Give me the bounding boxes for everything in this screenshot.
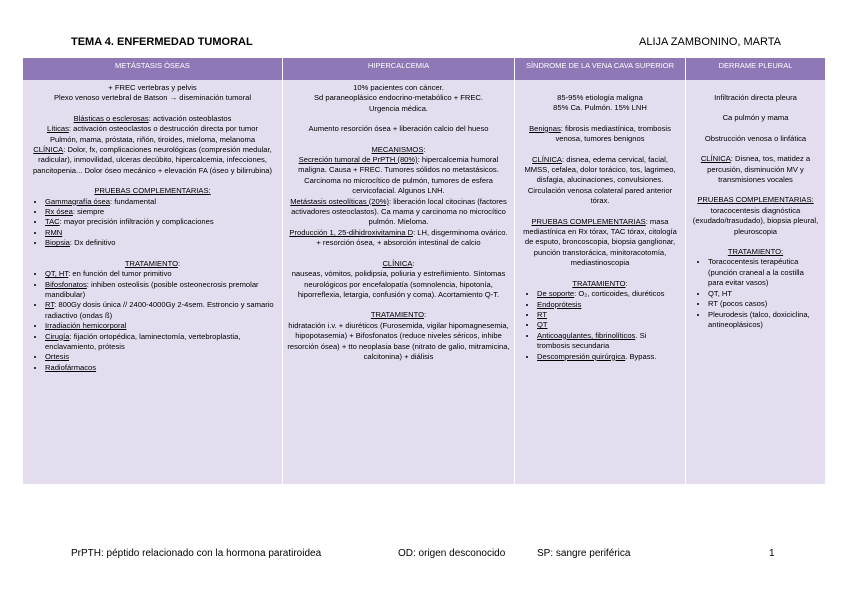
term-label: PRUEBAS COMPLEMENTARIAS (531, 216, 646, 226)
column-hypercalcemia (282, 58, 514, 484)
text-line: + FREC vertebras y pelvis (108, 83, 197, 92)
term-text: : inhiben osteolisis (posible osteonecrosis premolar mandibular) (45, 279, 259, 299)
section-title-text: CLÍNICA (382, 258, 413, 268)
term-label: QT (537, 320, 548, 330)
term-label: Producción 1, 25-dihidroxivitamina D (289, 227, 414, 237)
text-line: 85-95% etiología maligna (557, 93, 643, 102)
text-line: Obstrucción venosa o linfática (704, 133, 807, 143)
text-line: Pulmón, mama, próstata, riñón, tiroides, mieloma, melanoma (49, 134, 256, 144)
text-line (519, 155, 681, 207)
text-line (27, 114, 278, 124)
term-label: Anticoagulantes, fibrinolíticos (537, 330, 636, 340)
term-text: : masa mediastínica en Rx tórax, TAC tórax, citología de esputo, broncoscopia, biopsia ganglionar, punción transtorácica, minitoracotomía, mediastinoscopia (523, 216, 677, 268)
column-body (283, 80, 514, 362)
list-item (537, 331, 681, 352)
text-line: Sd paraneoplásico endocrino-metabólico + FREC. (313, 93, 484, 103)
term-label: TAC (45, 217, 60, 227)
term-text: : activación osteoblastos (148, 113, 232, 123)
text-line: Infiltración directa pleura (714, 93, 797, 102)
text-line (519, 217, 681, 269)
term-text: : Disnea, tos, matidez a percusión, disminución MV y transmisiones vocales (707, 154, 811, 185)
term-label: RT (537, 309, 547, 319)
section-title: MECANISMOS: (371, 144, 426, 154)
section-title: PRUEBAS COMPLEMENTARIAS: (94, 186, 211, 196)
text-line (287, 197, 510, 228)
term-label: Gammagrafía ósea (45, 196, 110, 206)
column-vena-cava (514, 58, 685, 484)
section-title-text: TRATAMIENTO (572, 278, 626, 288)
list-item (537, 320, 681, 330)
term-text: : hipercalcemia humoral maligna. Causa + FREC. Tumores sólidos no metastásicos. Carcinoma no microcítico de pulmón, tumores de esfera cervicofacial. Algunos LNH. (298, 155, 499, 196)
list-item (45, 238, 278, 248)
term-text: : Dolor, fx, complicaciones neurológicas (compresión medular, radicular), inmovilidad, ulceras decúbito, hipercalcemia, infecciones, pancitopenia... Dolor óseo mecánico + elevación FA (óseo y bilirrubina) (32, 145, 273, 175)
text-line: nauseas, vómitos, polidipsia, poliuria y estreñimiento. Síntomas neurológicos por encefalopatía (somnolencia, hipotonía, hiporreflexia, letargia, confusión y coma). Acortamiento Q-T. (291, 269, 506, 299)
term-text: : fijación ortopédica, laminectomía, vertebroplastia, enclavamiento, prótesis (45, 331, 241, 351)
summary-table (23, 58, 825, 484)
tratamiento-list (690, 257, 821, 330)
term-text: : siempre (72, 207, 105, 217)
list-item (45, 280, 278, 301)
section-title: TRATAMIENTO: (572, 278, 628, 288)
term-label: RMN (45, 227, 63, 237)
list-item: • RT (pocos casos) (708, 299, 821, 309)
section-title: PRUEBAS COMPLEMENTARIAS: (697, 195, 814, 205)
list-item: • Pleurodesis (talco, doxiciclina, antineoplásicos) (708, 310, 821, 331)
list-item (45, 300, 278, 321)
term-text: : Dx definitivo (69, 238, 116, 248)
author-name: ALIJA ZAMBONINO, MARTA (639, 36, 782, 48)
column-header: HIPERCALCEMIA (283, 58, 514, 80)
text-line (27, 124, 278, 134)
text-line: toracocentesis diagnóstica (exudado/trasudado), biopsia pleural, pleuroscopia (692, 205, 819, 236)
column-body (23, 80, 282, 373)
list-item (45, 332, 278, 353)
term-text: : en función del tumor primitivo (68, 269, 172, 279)
text-line: 10% pacientes con cáncer. (353, 83, 444, 92)
term-text: . Bypass. (625, 351, 657, 361)
footnote-prpth: PrPTH: péptido relacionado con la hormona paratiroidea (71, 548, 322, 559)
tratamiento-list (27, 269, 278, 373)
column-header: SÍNDROME DE LA VENA CAVA SUPERIOR (515, 58, 685, 80)
text-line (287, 155, 510, 197)
term-label: Ortesis (45, 352, 70, 362)
term-label: Líticas (46, 124, 69, 134)
term-label: Benignas (529, 123, 561, 133)
section-title: TRATAMIENTO: (727, 247, 784, 257)
list-item (537, 310, 681, 320)
list-item (537, 352, 681, 362)
term-label: Radiofármacos (45, 362, 97, 372)
tratamiento-list (519, 289, 681, 362)
column-pleural-effusion (685, 58, 825, 484)
text-line (287, 228, 510, 249)
page-number: 1 (769, 548, 775, 559)
column-header: METÁSTASIS ÓSEAS (23, 58, 282, 80)
list-item (45, 269, 278, 279)
term-label: Irradiación hemicorporal (45, 321, 127, 331)
term-label: Blásticas o esclerosas (73, 113, 149, 123)
list-item (45, 321, 278, 331)
section-title-text: TRATAMIENTO (370, 310, 425, 320)
text-line: Plexo venoso vertebral de Batson → diseminación tumoral (53, 93, 252, 103)
footnote-od: OD: origen desconocido (398, 548, 506, 559)
text-line (690, 154, 821, 185)
term-label: Cirugía (45, 331, 70, 341)
term-label: Descompresión quirúrgica (537, 351, 626, 361)
column-header: DERRAME PLEURAL (686, 58, 825, 80)
text-line: Ca pulmón y mama (722, 113, 789, 123)
text-line: Urgencia médica. (368, 103, 429, 113)
list-item (45, 228, 278, 238)
section-title: CLÍNICA: (382, 258, 415, 268)
term-label: CLÍNICA (700, 154, 731, 164)
term-label: Secreción tumoral de PrPTH (80%) (298, 155, 418, 165)
term-text: : fundamental (110, 196, 157, 206)
list-item (45, 352, 278, 362)
section-title-text: MECANISMOS (371, 144, 424, 154)
term-text: : mayor precisión infiltración y complicaciones (59, 217, 214, 227)
term-label: De soporte (537, 289, 575, 299)
term-label: Metástasis osteolíticas (20%) (290, 196, 389, 206)
pruebas-list (27, 197, 278, 249)
term-label: CLÍNICA (33, 145, 64, 155)
document-title: TEMA 4. ENFERMEDAD TUMORAL (71, 36, 253, 48)
footnote-sp: SP: sangre periférica (537, 548, 631, 559)
column-body (686, 80, 825, 330)
section-title: TRATAMIENTO: (370, 310, 427, 320)
term-text: : LH, disgerminoma ovárico. + resorción ósea, + absorción intestinal de calcio (316, 227, 508, 248)
list-item (45, 363, 278, 373)
text-line (27, 145, 278, 176)
term-label: Rx ósea (45, 207, 73, 217)
text-line: hidratación i.v. + diuréticos (Furosemida, vigilar hipomagnesemia, hipopotasemia) + Bifosfonatos (reduce niveles séricos, inhibe resorción ósea) + tto neoplasia base (nitrato de galio, mitramicina, calcitonina) + diálisis (287, 320, 510, 361)
term-text: : activación osteoclastos o destrucción directa por tumor (68, 124, 259, 134)
section-title: TRATAMIENTO: (124, 258, 181, 268)
text-line (519, 124, 681, 145)
term-text: : O₂, corticoides, diuréticos (574, 289, 665, 299)
list-item (45, 217, 278, 227)
list-item (537, 300, 681, 310)
term-text: : 800Gy dosis única // 2400-4000Gy 2-4sem. Estroncio y samario radiactivo (ondas ß) (45, 300, 274, 320)
section-title-text: TRATAMIENTO (124, 258, 179, 268)
column-body (515, 80, 685, 362)
column-metastasis (23, 58, 282, 484)
list-item (45, 197, 278, 207)
term-text: : disnea, edema cervical, facial, MMSS, cefalea, dolor torácico, tos, lagrimeo, disfagia, alucinaciones, convulsiones. Circulación venosa colateral pared anterior tórax. (524, 154, 676, 206)
list-item: • Toracocentesis terapéutica (punción craneal a la costilla para evitar vasos) (708, 257, 821, 288)
text-line: 85% Ca. Pulmón. 15% LNH (553, 103, 647, 113)
term-label: Bifosfonatos (45, 279, 87, 289)
text-line: Aumento resorción ósea + liberación calcio del hueso (308, 124, 489, 134)
term-label: QT, HT (45, 269, 69, 279)
list-item (537, 289, 681, 299)
term-text: . Si trombosis secundaria (537, 330, 647, 351)
list-item (45, 207, 278, 217)
term-label: Biopsia (45, 238, 70, 248)
term-label: RT (45, 300, 55, 310)
term-label: Endoprótesis (537, 299, 582, 309)
term-text: : fibrosis mediastínica, trombosis venosa, tumores benignos (555, 123, 671, 144)
term-text: : liberación local citocinas (factores activadores osteoclastos). Ca mama y carcinoma no microcítico pulmón. Mieloma. (291, 196, 507, 227)
term-label: CLÍNICA (532, 154, 562, 164)
list-item: • QT, HT (708, 289, 821, 299)
